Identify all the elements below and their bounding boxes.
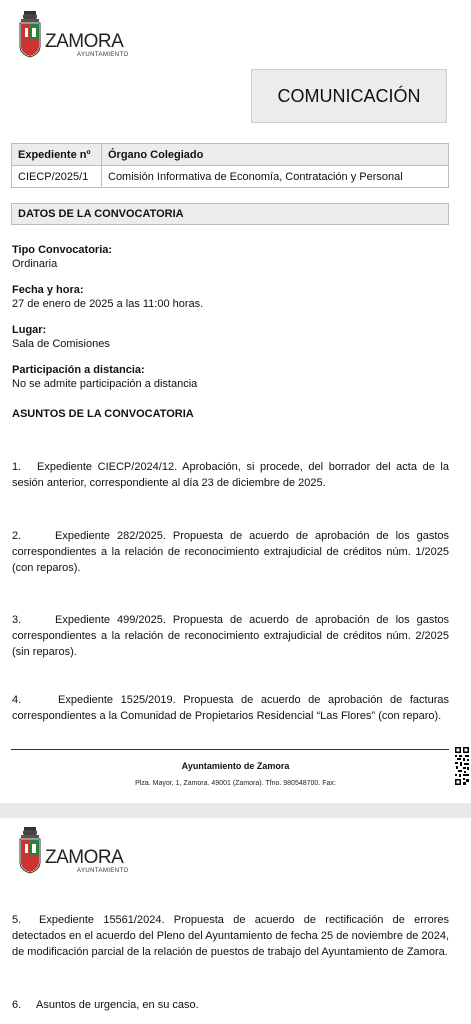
table-header-row [12,144,449,166]
item-text: Asuntos de urgencia, en su caso. [36,999,199,1011]
asuntos-title: ASUNTOS DE LA CONVOCATORIA [12,408,194,420]
document-type-box [251,69,447,123]
logo-subtitle: AYUNTAMIENTO [77,868,129,874]
item-text: Expediente CIECP/2024/12. Aprobación, si procede, del borrador del acta de la sesión anterior, correspondiente al día 23 de diciembre de 2025. [12,461,449,489]
logo-subtitle: AYUNTAMIENTO [77,52,129,58]
ayuntamiento-logo [18,826,128,874]
item-text: Expediente 15561/2024. Propuesta de acuerdo de rectificación de errores detectados en el acuerdo del Pleno del Ayuntamiento de fecha 25 de noviembre de 2024, de modificación parcial de la relación de puestos de trabajo del Ayuntamiento de Zamora. [12,914,449,958]
document-page-2 [0,818,471,1024]
list-item [12,528,449,576]
list-item [12,692,449,724]
document-type-title: COMUNICACIÓN [277,85,421,106]
item-text: Expediente 499/2025. Propuesta de acuerdo de aprobación de los gastos correspondientes a la relación de reconocimiento extrajudicial de créditos núm. 2/2025 (sin reparos). [12,614,449,658]
item-number: 4. [12,694,22,706]
logo-city-name: ZAMORA [45,847,124,868]
header-expediente: Expediente nº [12,144,102,166]
field-value: 27 de enero de 2025 a las 11:00 horas. [12,298,204,310]
footer-divider [11,749,449,750]
section-datos-convocatoria: DATOS DE LA CONVOCATORIA [11,203,449,225]
item-number: 1. [12,461,22,473]
table-row [12,166,449,188]
field-label: Participación a distancia: [12,364,145,376]
logo-city-name: ZAMORA [45,31,124,52]
field-value: Sala de Comisiones [12,338,110,350]
field-fecha [12,283,448,311]
list-item [12,997,449,1013]
field-value: No se admite participación a distancia [12,378,198,390]
field-lugar [12,323,448,351]
field-label: Fecha y hora: [12,284,84,296]
item-number: 5. [12,914,22,926]
item-text: Expediente 1525/2019. Propuesta de acuerdo de aprobación de facturas correspondientes a la Comunidad de Propietarios Residencial “Las Flores” (con reparo). [12,694,449,722]
list-item [12,612,449,660]
expediente-table [11,143,449,188]
list-item [12,912,449,960]
item-number: 6. [12,999,22,1011]
zamora-crest-icon [18,826,42,874]
field-tipo [12,243,448,271]
header-organo: Órgano Colegiado [102,144,449,166]
footer-title: Ayuntamiento de Zamora [181,761,290,771]
field-value: Ordinaria [12,258,58,270]
qr-code-icon [455,747,469,785]
footer-address: Plza. Mayor, 1, Zamora. 49001 (Zamora). Tfno. 980548700. Fax: [135,780,336,787]
item-number: 3. [12,614,22,626]
field-participacion [12,363,448,391]
cell-organo: Comisión Informativa de Economía, Contratación y Personal [102,166,449,188]
field-label: Tipo Convocatoria: [12,244,113,256]
ayuntamiento-logo [18,10,128,58]
list-item [12,459,449,491]
zamora-crest-icon [18,10,42,58]
field-label: Lugar: [12,324,47,336]
convocatoria-fields [12,243,448,403]
item-text: Expediente 282/2025. Propuesta de acuerdo de aprobación de los gastos correspondientes a la relación de reconocimiento extrajudicial de créditos núm. 1/2025 (con reparos). [12,530,449,574]
item-number: 2. [12,530,22,542]
cell-expediente: CIECP/2025/1 [12,166,102,188]
